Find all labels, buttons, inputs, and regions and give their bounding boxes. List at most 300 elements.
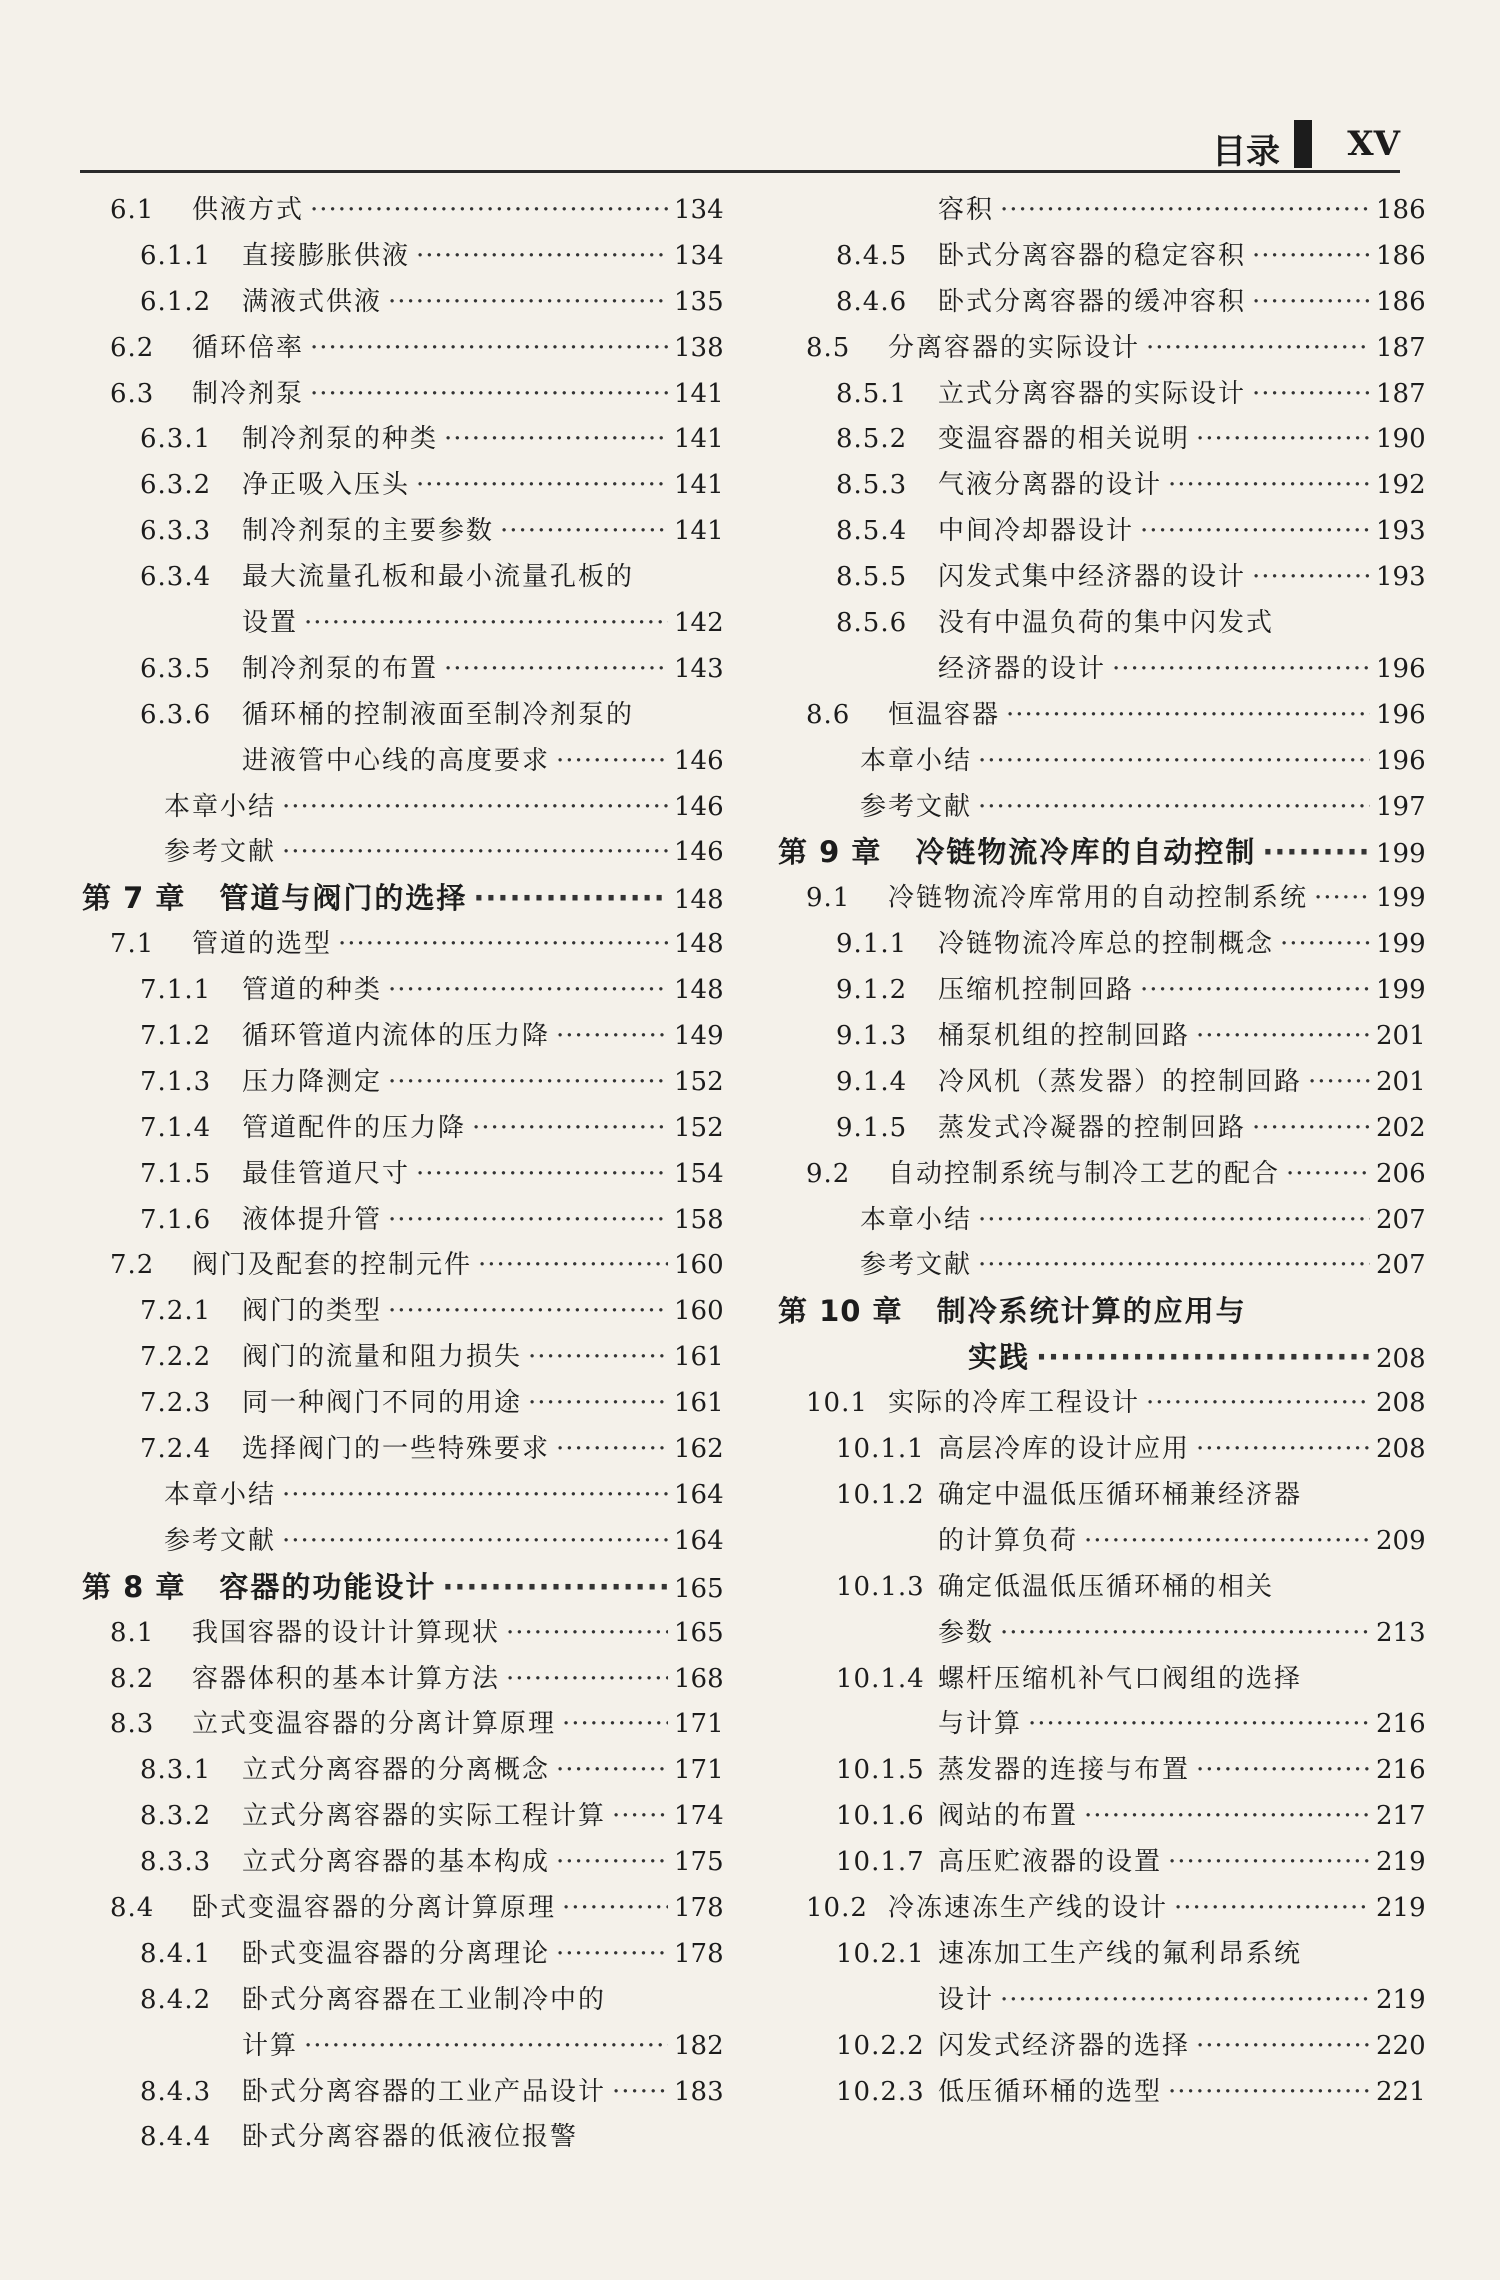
toc-dot-leader [1196, 1014, 1370, 1060]
toc-entry[interactable] [778, 1565, 1424, 1611]
toc-entry-title: 设计 [938, 1984, 995, 2015]
toc-entry-title: 立式变温容器的分离计算原理 [192, 1709, 557, 1740]
toc-entry[interactable] [778, 326, 1424, 372]
toc-entry-page: 207 [1376, 1250, 1426, 1281]
toc-entry-page: 161 [674, 1342, 724, 1373]
toc-entry-page: 220 [1376, 2030, 1426, 2061]
toc-entry[interactable] [778, 1840, 1424, 1886]
toc-entry[interactable] [778, 1060, 1424, 1106]
toc-entry-title: 制冷剂泵的布置 [242, 653, 439, 684]
toc-entry-page: 178 [674, 1938, 724, 1969]
toc-dot-leader [1112, 647, 1370, 693]
toc-entry-page: 141 [674, 424, 724, 455]
toc-entry-number: 7.2 [110, 1250, 155, 1281]
toc-dot-leader [1196, 417, 1370, 463]
toc-entry-page: 146 [674, 791, 724, 822]
toc-entry[interactable] [778, 1886, 1424, 1932]
toc-entry[interactable] [778, 785, 1424, 831]
toc-entry[interactable] [82, 968, 722, 1014]
toc-entry[interactable] [82, 1198, 722, 1244]
toc-entry-title: 同一种阀门不同的用途 [242, 1388, 523, 1419]
toc-dot-leader [416, 234, 668, 280]
toc-entry[interactable] [82, 1794, 722, 1840]
toc-entry-number: 6.3.5 [140, 653, 212, 684]
toc-entry[interactable] [778, 1381, 1424, 1427]
toc-dot-leader [416, 463, 668, 509]
toc-entry-title: 卧式分离容器在工业制冷中的 [242, 1984, 607, 2015]
toc-entry-number: 6.1.1 [140, 240, 212, 271]
toc-entry[interactable] [82, 280, 722, 326]
toc-dot-leader [556, 739, 668, 785]
toc-dot-leader [978, 1243, 1370, 1289]
toc-entry[interactable] [778, 693, 1424, 739]
toc-entry[interactable] [778, 555, 1424, 601]
toc-entry-title: 参考文献 [860, 791, 973, 822]
page-header [80, 118, 1400, 173]
toc-dot-leader [442, 1565, 668, 1611]
toc-entry[interactable] [778, 1519, 1424, 1565]
toc-entry[interactable] [82, 372, 722, 418]
toc-entry-number: 6.3.1 [140, 424, 212, 455]
toc-entry-title: 低压循环桶的选型 [938, 2076, 1163, 2107]
toc-entry-title: 卧式分离容器的缓冲容积 [938, 286, 1247, 317]
toc-entry-number: 8.5.6 [836, 608, 908, 639]
toc-dot-leader [978, 739, 1370, 785]
toc-entry-page: 199 [1376, 839, 1426, 870]
toc-entry-page: 152 [674, 1066, 724, 1097]
toc-entry-page: 141 [674, 470, 724, 501]
toc-dot-leader [1280, 922, 1370, 968]
toc-chapter-entry[interactable] [82, 1565, 722, 1611]
toc-entry-number: 10.1.1 [836, 1434, 925, 1465]
toc-entry-page: 152 [674, 1112, 724, 1143]
toc-entry-number: 7.1.1 [140, 975, 212, 1006]
toc-entry-page: 149 [674, 1021, 724, 1052]
toc-dot-leader [478, 1243, 668, 1289]
toc-dot-leader [282, 1519, 668, 1565]
toc-entry[interactable] [82, 1611, 722, 1657]
toc-entry-page: 164 [674, 1479, 724, 1510]
toc-entry[interactable] [778, 1932, 1424, 1978]
toc-entry-number: 9.1.5 [836, 1112, 908, 1143]
toc-entry-page: 134 [674, 195, 724, 225]
toc-dot-leader [978, 785, 1370, 831]
toc-entry[interactable] [778, 1611, 1424, 1657]
toc-entry[interactable] [82, 1427, 722, 1473]
toc-dot-leader [444, 647, 668, 693]
toc-entry[interactable] [82, 234, 722, 280]
toc-entry-number: 9.1.3 [836, 1021, 908, 1052]
toc-chapter-entry[interactable] [82, 876, 722, 922]
toc-entry-title: 卧式分离容器的工业产品设计 [242, 2076, 607, 2107]
toc-dot-leader [556, 1748, 668, 1794]
toc-entry-page: 209 [1376, 1525, 1426, 1556]
toc-entry-page: 208 [1376, 1344, 1426, 1375]
toc-entry[interactable] [778, 1794, 1424, 1840]
toc-entry-page: 174 [674, 1801, 724, 1832]
toc-entry-title: 本章小结 [164, 791, 277, 822]
toc-entry[interactable] [82, 1152, 722, 1198]
toc-entry-title: 蒸发式冷凝器的控制回路 [938, 1112, 1247, 1143]
toc-entry-title: 卧式分离容器的低液位报警 [242, 2122, 579, 2153]
toc-entry[interactable] [778, 1427, 1424, 1473]
toc-dot-leader [1000, 1611, 1370, 1657]
toc-entry[interactable] [82, 555, 722, 601]
toc-entry-page: 143 [674, 653, 724, 684]
toc-entry-title: 分离容器的实际设计 [888, 332, 1141, 363]
toc-entry-title: 液体提升管 [242, 1204, 383, 1235]
toc-entry-page: 175 [674, 1847, 724, 1878]
toc-entry-page: 148 [674, 975, 724, 1006]
toc-entry-title: 变温容器的相关说明 [938, 424, 1191, 455]
toc-entry-number: 7.1.2 [140, 1021, 212, 1052]
toc-entry-title: 净正吸入压头 [242, 470, 411, 501]
toc-entry-page: 158 [674, 1204, 724, 1235]
toc-entry[interactable] [778, 234, 1424, 280]
toc-entry-title: 自动控制系统与制冷工艺的配合 [888, 1158, 1281, 1189]
toc-entry[interactable] [82, 1840, 722, 1886]
toc-entry-page: 208 [1376, 1388, 1426, 1419]
toc-dot-leader [310, 188, 668, 234]
toc-entry[interactable] [82, 830, 722, 876]
toc-entry-page: 164 [674, 1525, 724, 1556]
toc-entry-title: 冷冻速冻生产线的设计 [888, 1892, 1169, 1923]
toc-entry[interactable] [82, 1289, 722, 1335]
toc-entry-number: 7.1.5 [140, 1158, 212, 1189]
toc-entry-page: 193 [1376, 562, 1426, 593]
toc-entry-title: 立式分离容器的实际工程计算 [242, 1801, 607, 1832]
toc-entry[interactable] [778, 739, 1424, 785]
toc-dot-leader [1314, 876, 1370, 922]
toc-entry[interactable] [82, 739, 722, 785]
toc-dot-leader [282, 830, 668, 876]
toc-entry-number: 6.3.3 [140, 516, 212, 547]
toc-entry-title: 卧式变温容器的分离计算原理 [192, 1892, 557, 1923]
toc-entry[interactable] [778, 188, 1424, 234]
toc-entry-number: 8.4 [110, 1892, 155, 1923]
toc-entry[interactable] [778, 1198, 1424, 1244]
toc-dot-leader [612, 1794, 668, 1840]
toc-entry-page: 216 [1376, 1709, 1426, 1740]
toc-entry-number: 第 8 章 [82, 1569, 186, 1604]
toc-dot-leader [1000, 1978, 1370, 2024]
toc-entry-title: 速冻加工生产线的氟利昂系统 [938, 1938, 1303, 1969]
toc-entry[interactable] [82, 188, 722, 234]
toc-dot-leader [562, 1886, 668, 1932]
toc-entry-title: 压缩机控制回路 [938, 975, 1135, 1006]
toc-entry[interactable] [778, 647, 1424, 693]
toc-dot-leader [473, 876, 668, 922]
toc-entry[interactable] [778, 1152, 1424, 1198]
toc-entry-page: 146 [674, 837, 724, 868]
toc-entry-page: 217 [1376, 1801, 1426, 1832]
toc-entry[interactable] [82, 922, 722, 968]
toc-entry-number: 8.1 [110, 1617, 155, 1648]
toc-entry-number: 8.5.4 [836, 516, 908, 547]
toc-entry-number: 9.1.4 [836, 1066, 908, 1097]
toc-entry-page: 160 [674, 1296, 724, 1327]
toc-entry-number: 8.6 [806, 699, 851, 730]
toc-dot-leader [556, 1014, 668, 1060]
toc-entry-title: 阀门的类型 [242, 1296, 383, 1327]
toc-entry-number: 8.3.1 [140, 1755, 212, 1786]
toc-entry[interactable] [778, 2070, 1424, 2116]
toc-entry-page: 160 [674, 1250, 724, 1281]
toc-right-column [778, 188, 1424, 2115]
toc-entry-number: 8.2 [110, 1663, 155, 1694]
toc-entry-number: 8.4.6 [836, 286, 908, 317]
toc-entry[interactable] [82, 1243, 722, 1289]
toc-dot-leader [562, 1702, 668, 1748]
toc-entry[interactable] [82, 417, 722, 463]
toc-entry-title: 容积 [938, 195, 995, 225]
toc-entry-title: 卧式变温容器的分离理论 [242, 1938, 551, 1969]
toc-entry-number: 6.3.4 [140, 562, 212, 593]
toc-entry[interactable] [82, 1473, 722, 1519]
toc-dot-leader [416, 1152, 668, 1198]
header-page-number: XV [1347, 124, 1400, 164]
toc-chapter-entry[interactable] [778, 830, 1424, 876]
toc-entry-number: 8.4.4 [140, 2122, 212, 2153]
toc-dot-leader [1252, 372, 1370, 418]
toc-entry-title: 管道的种类 [242, 975, 383, 1006]
toc-entry-number: 9.1.1 [836, 929, 908, 960]
toc-entry-title: 最佳管道尺寸 [242, 1158, 411, 1189]
toc-dot-leader [1196, 2024, 1370, 2070]
toc-entry-title: 容器体积的基本计算方法 [192, 1663, 501, 1694]
toc-entry-number: 10.2.1 [836, 1938, 925, 1969]
toc-entry[interactable] [82, 1886, 722, 1932]
toc-entry-page: 196 [1376, 699, 1426, 730]
toc-dot-leader [388, 280, 668, 326]
toc-entry[interactable] [778, 1748, 1424, 1794]
toc-entry[interactable] [778, 372, 1424, 418]
toc-entry[interactable] [778, 2024, 1424, 2070]
toc-entry-page: 171 [674, 1755, 724, 1786]
toc-entry-page: 168 [674, 1663, 724, 1694]
toc-dot-leader [506, 1611, 668, 1657]
toc-entry[interactable] [778, 876, 1424, 922]
toc-entry-title: 闪发式经济器的选择 [938, 2030, 1191, 2061]
toc-entry-title: 经济器的设计 [938, 653, 1107, 684]
toc-entry-page: 141 [674, 378, 724, 409]
toc-entry-title: 中间冷却器设计 [938, 516, 1135, 547]
toc-entry-title: 循环管道内流体的压力降 [242, 1021, 551, 1052]
toc-dot-leader [1168, 2070, 1370, 2116]
toc-entry-page: 165 [674, 1573, 724, 1604]
toc-entry-title: 确定中温低压循环桶兼经济器 [938, 1479, 1303, 1510]
toc-entry-number: 第 7 章 [82, 881, 186, 916]
toc-entry[interactable] [82, 326, 722, 372]
toc-entry[interactable] [82, 647, 722, 693]
toc-entry-title: 冷风机（蒸发器）的控制回路 [938, 1066, 1303, 1097]
toc-entry-title: 立式分离容器的基本构成 [242, 1847, 551, 1878]
toc-entry-title: 螺杆压缩机补气口阀组的选择 [938, 1663, 1303, 1694]
toc-entry-number: 9.1 [806, 883, 851, 914]
toc-entry[interactable] [82, 601, 722, 647]
toc-entry-number: 9.2 [806, 1158, 851, 1189]
toc-entry-page: 154 [674, 1158, 724, 1189]
toc-entry-title: 冷链物流冷库常用的自动控制系统 [888, 883, 1309, 914]
toc-entry[interactable] [82, 1381, 722, 1427]
toc-entry-title: 阀门的流量和阻力损失 [242, 1342, 523, 1373]
toc-entry-page: 219 [1376, 1984, 1426, 2015]
toc-entry-page: 142 [674, 608, 724, 639]
toc-entry-page: 187 [1376, 378, 1426, 409]
toc-entry-title: 的计算负荷 [938, 1525, 1079, 1556]
toc-entry-page: 165 [674, 1617, 724, 1648]
toc-entry-page: 219 [1376, 1847, 1426, 1878]
toc-entry-title: 直接膨胀供液 [242, 240, 411, 271]
toc-entry-title: 实践 [968, 1340, 1031, 1375]
toc-entry-title: 闪发式集中经济器的设计 [938, 562, 1247, 593]
toc-entry-number: 10.1.7 [836, 1847, 925, 1878]
toc-entry-page: 196 [1376, 653, 1426, 684]
toc-entry-number: 7.2.4 [140, 1434, 212, 1465]
toc-dot-leader [1286, 1152, 1370, 1198]
toc-entry-number: 10.1.4 [836, 1663, 925, 1694]
toc-entry[interactable] [778, 968, 1424, 1014]
toc-entry[interactable] [778, 509, 1424, 555]
toc-entry-number: 8.3 [110, 1709, 155, 1740]
toc-entry-title: 循环倍率 [192, 332, 305, 363]
toc-entry[interactable] [778, 1106, 1424, 1152]
toc-entry-title: 立式分离容器的实际设计 [938, 378, 1247, 409]
toc-dot-leader [1146, 1381, 1370, 1427]
toc-dot-leader [556, 1427, 668, 1473]
toc-entry[interactable] [778, 601, 1424, 647]
toc-chapter-entry[interactable] [778, 1335, 1424, 1381]
toc-dot-leader [528, 1335, 668, 1381]
toc-entry-title: 实际的冷库工程设计 [888, 1388, 1141, 1419]
toc-entry[interactable] [82, 1748, 722, 1794]
toc-entry[interactable] [82, 509, 722, 555]
toc-entry-title: 恒温容器 [888, 699, 1001, 730]
toc-entry-title: 满液式供液 [242, 286, 383, 317]
toc-entry[interactable] [82, 785, 722, 831]
toc-entry[interactable] [778, 1473, 1424, 1519]
toc-entry-number: 7.1 [110, 929, 155, 960]
toc-dot-leader [304, 2024, 668, 2070]
toc-entry[interactable] [778, 463, 1424, 509]
toc-dot-leader [978, 1198, 1370, 1244]
toc-entry-page: 197 [1376, 791, 1426, 822]
toc-entry-number: 10.1.5 [836, 1755, 925, 1786]
toc-entry[interactable] [82, 1106, 722, 1152]
toc-entry-title: 管道与阀门的选择 [219, 881, 468, 916]
toc-entry[interactable] [82, 2070, 722, 2116]
toc-entry-number: 10.2.3 [836, 2076, 925, 2107]
toc-entry[interactable] [82, 463, 722, 509]
toc-entry-page: 162 [674, 1434, 724, 1465]
toc-entry-page: 196 [1376, 745, 1426, 776]
toc-entry-page: 199 [1376, 883, 1426, 914]
toc-chapter-entry[interactable] [778, 1289, 1424, 1335]
toc-entry-title: 制冷剂泵 [192, 378, 305, 409]
toc-entry-title: 高层冷库的设计应用 [938, 1434, 1191, 1465]
toc-entry-title: 管道配件的压力降 [242, 1112, 467, 1143]
toc-entry[interactable] [82, 1657, 722, 1703]
toc-entry[interactable] [778, 1014, 1424, 1060]
toc-entry-title: 最大流量孔板和最小流量孔板的 [242, 562, 635, 593]
header-bar-mark [1294, 120, 1312, 168]
toc-entry[interactable] [82, 693, 722, 739]
toc-dot-leader [388, 1289, 668, 1335]
toc-entry[interactable] [82, 2024, 722, 2070]
toc-dot-leader [1146, 326, 1370, 372]
toc-entry-page: 146 [674, 745, 724, 776]
toc-entry[interactable] [82, 1978, 722, 2024]
toc-dot-leader [282, 785, 668, 831]
toc-entry[interactable] [778, 417, 1424, 463]
toc-entry-number: 第 10 章 [778, 1294, 903, 1329]
toc-entry-page: 208 [1376, 1434, 1426, 1465]
toc-entry-page: 186 [1376, 286, 1426, 317]
toc-dot-leader [1000, 188, 1370, 234]
toc-entry-page: 183 [674, 2076, 724, 2107]
toc-entry-title: 选择阀门的一些特殊要求 [242, 1434, 551, 1465]
toc-entry-title: 循环桶的控制液面至制冷剂泵的 [242, 699, 635, 730]
toc-dot-leader [388, 968, 668, 1014]
toc-entry-page: 186 [1376, 195, 1426, 225]
toc-entry[interactable] [778, 1978, 1424, 2024]
toc-dot-leader [310, 372, 668, 418]
toc-entry-page: 206 [1376, 1158, 1426, 1189]
toc-entry-number: 7.2.3 [140, 1388, 212, 1419]
toc-entry-title: 参考文献 [164, 1525, 277, 1556]
toc-entry-page: 199 [1376, 929, 1426, 960]
toc-entry-page: 202 [1376, 1112, 1426, 1143]
toc-entry[interactable] [82, 1014, 722, 1060]
toc-entry-number: 6.3.2 [140, 470, 212, 501]
toc-entry-page: 190 [1376, 424, 1426, 455]
toc-entry[interactable] [82, 1060, 722, 1106]
toc-entry[interactable] [778, 922, 1424, 968]
toc-entry[interactable] [778, 1702, 1424, 1748]
toc-entry[interactable] [82, 1702, 722, 1748]
toc-entry-number: 8.4.5 [836, 240, 908, 271]
toc-entry-number: 8.5 [806, 332, 851, 363]
toc-entry[interactable] [778, 1657, 1424, 1703]
toc-entry-number: 7.1.4 [140, 1112, 212, 1143]
toc-entry-page: 148 [674, 929, 724, 960]
toc-entry-title: 本章小结 [860, 1204, 973, 1235]
toc-entry-title: 卧式分离容器的稳定容积 [938, 240, 1247, 271]
toc-entry-title: 制冷系统计算的应用与 [936, 1294, 1247, 1329]
toc-entry[interactable] [82, 1519, 722, 1565]
toc-entry-number: 10.1.2 [836, 1479, 925, 1510]
toc-dot-leader [388, 1198, 668, 1244]
toc-entry-number: 7.1.6 [140, 1204, 212, 1235]
toc-entry-page: 192 [1376, 470, 1426, 501]
toc-entry[interactable] [82, 1335, 722, 1381]
toc-entry-page: 221 [1376, 2076, 1426, 2107]
toc-entry[interactable] [82, 2115, 722, 2161]
toc-entry-number: 6.1.2 [140, 286, 212, 317]
toc-entry[interactable] [82, 1932, 722, 1978]
toc-dot-leader [388, 1060, 668, 1106]
toc-dot-leader [1140, 968, 1370, 1014]
toc-dot-leader [556, 1932, 668, 1978]
toc-entry[interactable] [778, 1243, 1424, 1289]
toc-dot-leader [1084, 1519, 1370, 1565]
toc-entry-title: 冷链物流冷库的自动控制 [915, 835, 1257, 870]
toc-left-column [82, 188, 722, 2161]
toc-dot-leader [338, 922, 668, 968]
toc-entry-number: 8.3.2 [140, 1801, 212, 1832]
toc-entry-page: 171 [674, 1709, 724, 1740]
toc-entry[interactable] [778, 280, 1424, 326]
